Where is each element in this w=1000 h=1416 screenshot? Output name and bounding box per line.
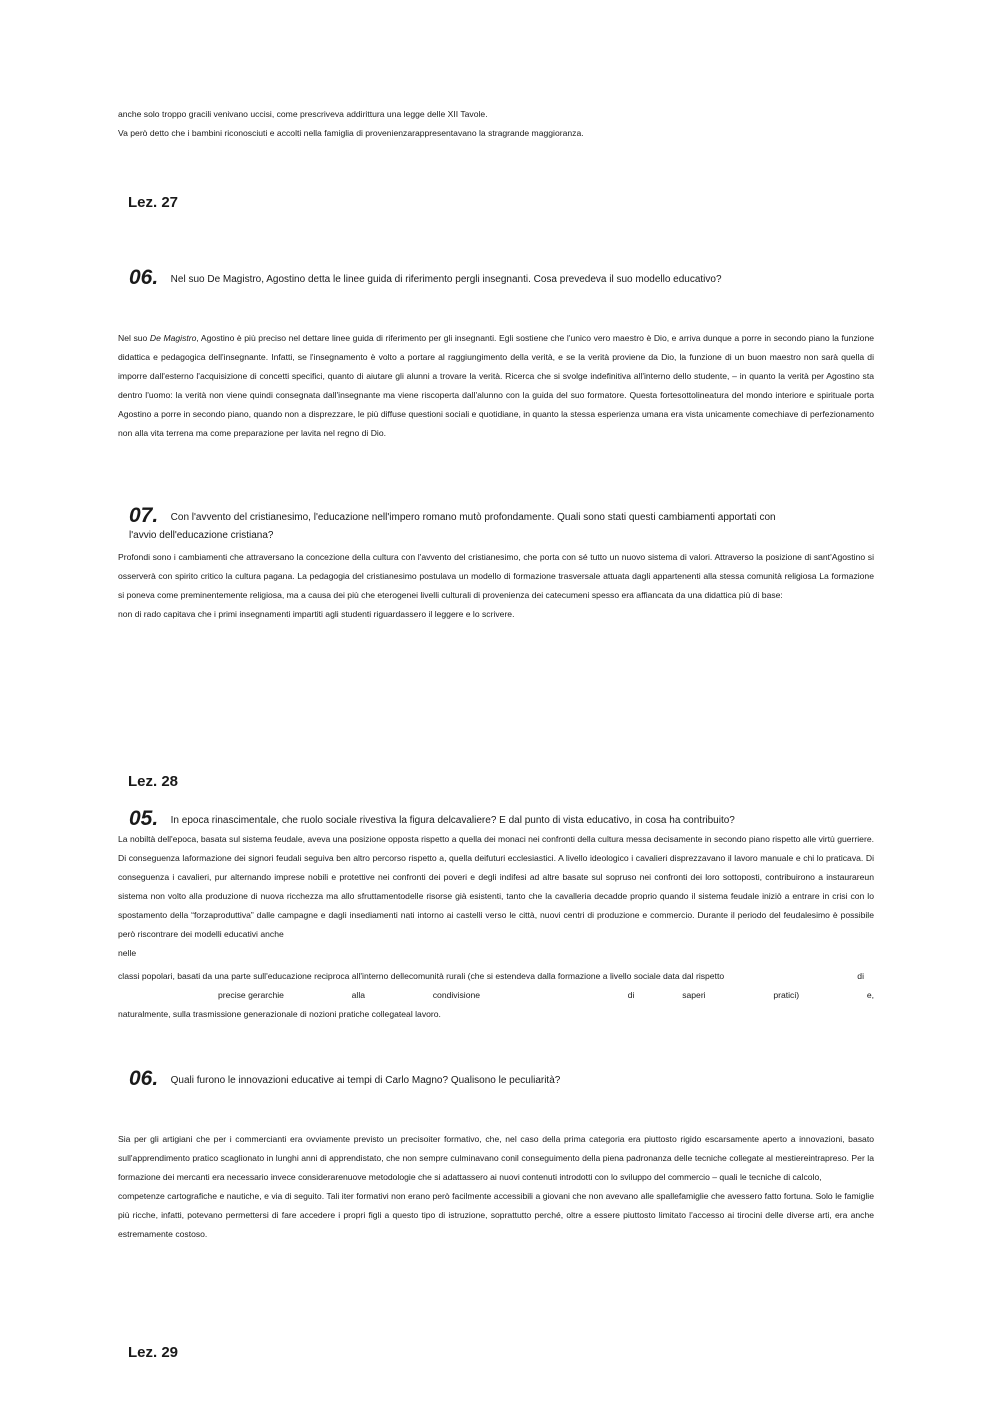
answer-word: condivisione [432, 990, 481, 1000]
lesson-heading: Lez. 27 [128, 194, 179, 211]
question-heading [129, 504, 776, 528]
answer-paragraph [118, 1130, 874, 1244]
answer-text: , Agostino è più preciso nel dettare linee guida di riferimento per gli insegnanti. Egli sostiene che l'unico vero maestro è Dio, e arriva dunque a porre in secondo piano la funzione didattica e pedagogica dell'insegnante. Infatti, se l'insegnamento è volto a portare al raggiungimento della verità, e se la verità proviene da Dio, la funzione di un buon maestro non sarà quella di imporre dall'esterno l'acquisizione di concetti specifici, quanto di aiutare gli alunni a trovare la verità. Ricerca che si svolge indefinitiva all'interno dello studente, – in quanto la verità per Agostino sta dentro l'uomo: la verità non viene quindi consegnata dall'insegnante ma viene riscoperta dall'alunno con la guida del suo formatore. Questa fortesottolineatura del mondo interiore e spirituale porta Agostino a porre in secondo piano, quando non a disprezzare, le più diffuse questioni sociali e quotidiane, in quanto la stessa esperienza umana era vista unicamente comechiave di perfezionamento non alla vita terrena ma come preparazione per lavita nel regno di Dio. [118, 333, 875, 438]
lesson-heading: Lez. 28 [128, 773, 179, 790]
answer-paragraph [118, 830, 874, 963]
answer-word: alla [351, 990, 366, 1000]
intro-line: Va però detto che i bambini riconosciuti e accolti nella famiglia di provenienzarappresentavano la stragrande maggioranza. [118, 128, 584, 138]
question-number: 06. [129, 266, 159, 289]
answer-text: La nobiltà dell'epoca, basata sul sistema feudale, aveva una posizione opposta rispetto a quella dei monaci nei confronti della cultura messa decisamente in secondo piano rispetto alle virtù guerriere. Di conseguenza laformazione dei signori feudali seguiva ben altro percorso rispetto a, quella deifuturi ecclesiastici. A livello ideologico i cavalieri disprezzavano il lavoro manuale e chi lo praticava. Di conseguenza i cavalieri, pur alternando imprese nobili e protettive nei confronti dei poveri e degli indifesi ad altre basate sul sopruso nei confronti dei loro sottoposti, contribuirono a instaurareun sistema non volto alla produzione di nuova ricchezza ma allo sfruttamentodelle risorse già esistenti, tanto che la cavalleria decadde proprio quando il sistema feudale iniziò a entrare in crisi con lo spostamento della “forzaproduttiva” dalle campagne e dagli insediamenti nati intorno ai castelli verso le città, nuovi centri di produzione e commercio. Durante il periodo del feudalesimo è possibile però riscontrare dei modelli educativi anche [118, 834, 874, 939]
answer-text: classi popolari, basati da una parte sull'educazione reciproca all'interno dellecomunità rurali (che si estendeva dalla formazione a livello sociale data dal rispetto [118, 971, 725, 981]
answer-word: pratici) [773, 990, 800, 1000]
question-text-continued: l'avvio dell'educazione cristiana? [129, 530, 274, 541]
question-heading [129, 266, 722, 290]
question-number: 06. [129, 1067, 159, 1090]
question-number: 05. [129, 807, 159, 830]
answer-word: e, [866, 990, 874, 1000]
answer-line [118, 986, 874, 1005]
answer-line: naturalmente, sulla trasmissione generazionale di nozioni pratiche collegateal lavoro. [118, 1009, 441, 1019]
question-heading [129, 1067, 560, 1091]
question-number: 07. [129, 504, 159, 527]
answer-word: saperi [682, 990, 706, 1000]
answer-continuation [118, 967, 874, 1024]
intro-text [118, 105, 584, 143]
question-text: Quali furono le innovazioni educative ai tempi di Carlo Magno? Qualisono le peculiarità? [170, 1075, 561, 1086]
question-text: Con l'avvento del cristianesimo, l'educazione nell'impero romano mutò profondamente. Quali sono stati questi cambiamenti apportati con [170, 512, 776, 523]
answer-line [118, 967, 874, 986]
answer-italic-title: De Magistro [149, 333, 197, 343]
answer-text: Sia per gli artigiani che per i commercianti era ovviamente previsto un precisoiter formativo, che, nel caso della prima categoria era piuttosto rigido escarsamente aperto a innovazioni, basato sull'apprendimento pratico scaglionato in lunghi anni di apprendistato, che non sempre culminavano conil conseguimento della piena padronanza delle tecniche collegate al mestiereintrapreso. Per la formazione dei mercanti era necessario invece considerarenuove metodologie che si adattassero ai nuovi contenuti introdotti con lo sviluppo del commercio – quali le tecniche di calcolo, [118, 1134, 874, 1182]
answer-text: Profondi sono i cambiamenti che attraversano la concezione della cultura con l'avvento del cristianesimo, che porta con sé tutto un nuovo sistema di valori. Attraverso la posizione di sant'Agostino si osserverà con spirito critico la cultura pagana. La pedagogia del cristianesimo postulava un modello di formazione trasversale attuata dagli appartenenti alla stessa comunità religiosa La formazione si poneva come preminentemente religiosa, ma a causa dei più che eterogenei livelli culturali di provenienza dei catecumeni spesso era affiancata da una didattica più di base: [118, 552, 874, 600]
answer-word: di [627, 990, 635, 1000]
intro-line: anche solo troppo gracili venivano uccisi, come prescriveva addirittura una legge delle XII Tavole. [118, 109, 488, 119]
answer-text: nelle [118, 948, 137, 958]
answer-text: competenze cartografiche e nautiche, e via di seguito. Tali iter formativi non erano però facilmente accessibili a giovani che non avevano alle spallefamiglie che avessero fatto fortuna. Solo le famiglie più ricche, infatti, potevano permettersi di fare accedere i propri figli a questo tipo di istruzione, soprattutto perché, oltre a essere piuttosto limitato l'accesso ai tirocini delle diverse arti, era anche estremamente costoso. [118, 1191, 874, 1239]
answer-word: precise gerarchie [218, 990, 284, 1000]
answer-text: non di rado capitava che i primi insegnamenti impartiti agli studenti riguardassero il leggere e lo scrivere. [118, 609, 515, 619]
question-heading [129, 807, 735, 831]
lesson-heading: Lez. 29 [128, 1344, 179, 1361]
answer-text: Nel suo [118, 333, 150, 343]
answer-paragraph [118, 548, 874, 624]
answer-text: di [857, 971, 864, 981]
question-text: Nel suo De Magistro, Agostino detta le linee guida di riferimento pergli insegnanti. Cosa prevedeva il suo modello educativo? [170, 274, 722, 285]
question-text: In epoca rinascimentale, che ruolo sociale rivestiva la figura delcavaliere? E dal punto di vista educativo, in cosa ha contribuito? [170, 815, 735, 826]
answer-paragraph [118, 329, 874, 443]
